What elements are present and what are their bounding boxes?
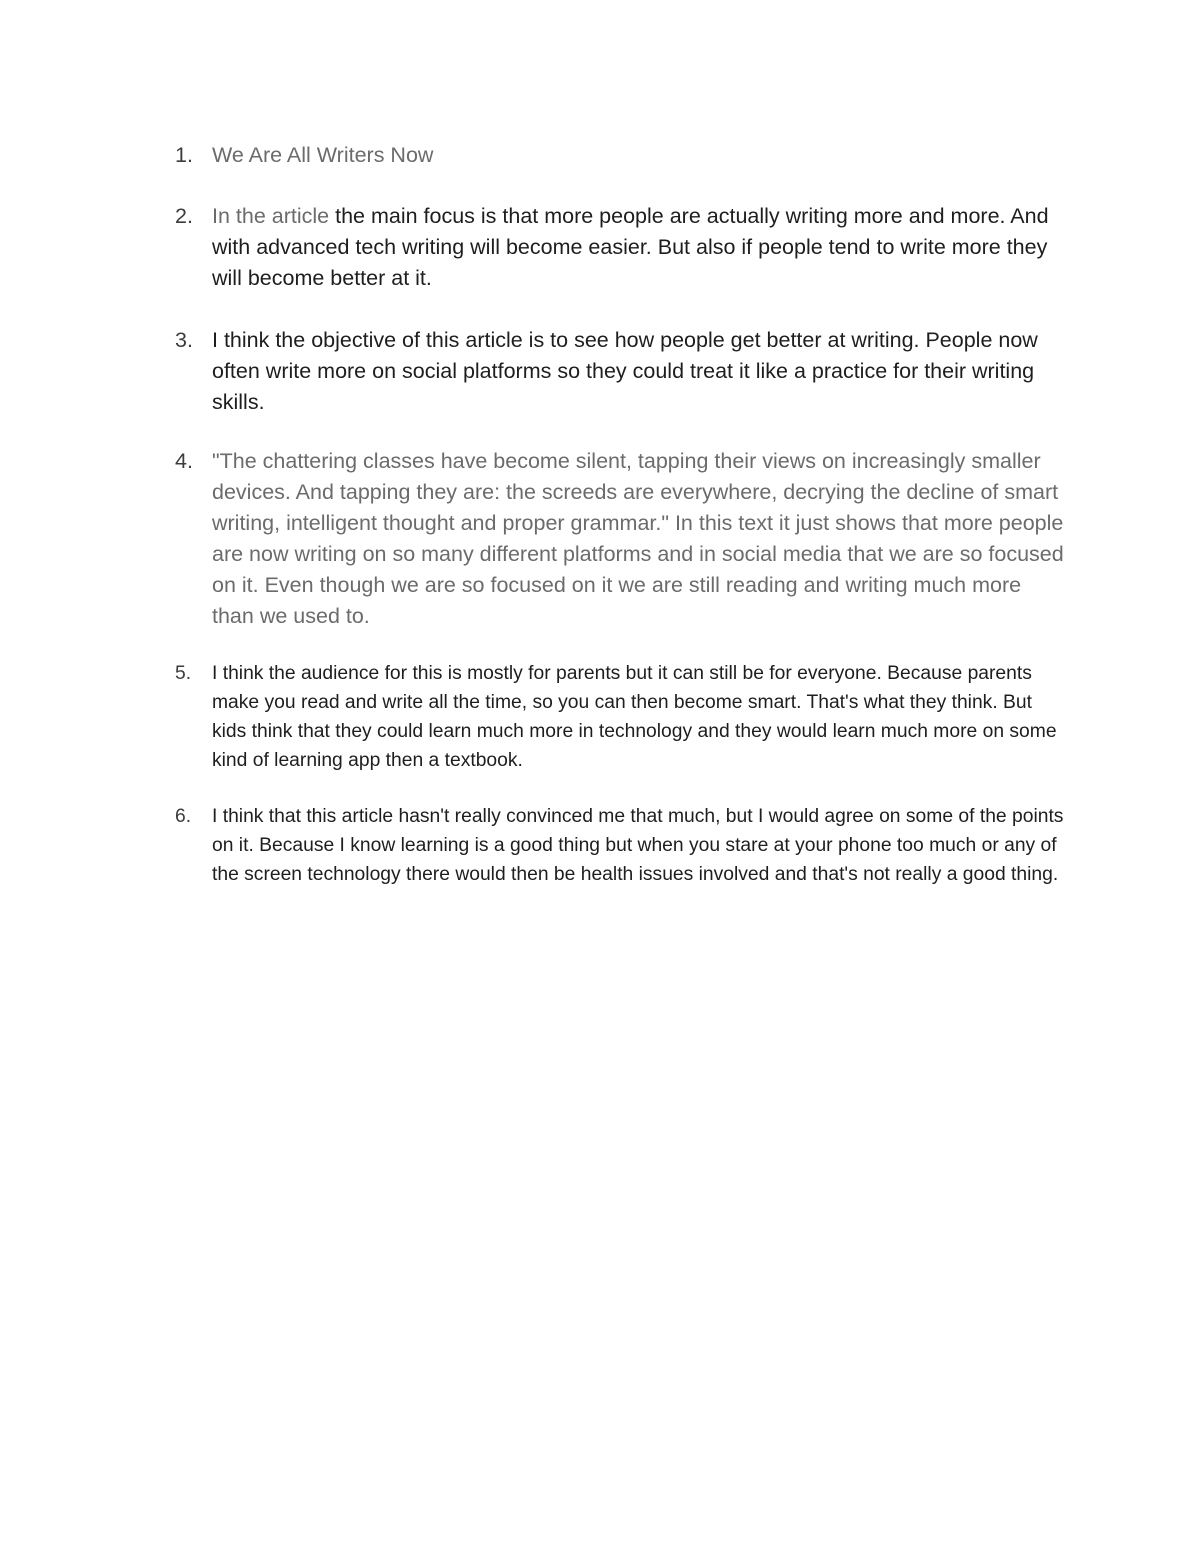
text-run: I think that this article hasn't really convinced me that much, but I would agree on some of the points on it. Because I know learning is a good thing but when you stare at your phone too much or any of the screen technology there would then be health issues involved and that's not really a good thing.: [212, 806, 1064, 885]
list-item-number: 5.: [175, 663, 192, 684]
text-run: I think the objective of this article is to see how people get better at writing. People now often write more on social platforms so they could treat it like a practice for their writing skills.: [212, 328, 1038, 414]
list-item-number: 3.: [175, 328, 193, 352]
list-item-text: [212, 325, 1065, 418]
numbered-list: [175, 140, 1065, 889]
list-item-number: 6.: [175, 806, 192, 827]
list-item-text: [212, 140, 1065, 171]
text-run: "The chattering classes have become silent, tapping their views on increasingly smaller devices. And tapping they are: the screeds are everywhere, decrying the decline of smart writing, intelligent thought and proper grammar." In this text it just shows that more people are now writing on so many different platforms and in social media that we are so focused on it. Even though we are so focused on it we are still reading and writing much more than we used to.: [212, 449, 1064, 628]
list-item-number: 4.: [175, 449, 193, 473]
list-item: [175, 802, 1065, 889]
list-item: [175, 201, 1065, 294]
list-item: [175, 446, 1065, 632]
list-item-number: 1.: [175, 143, 193, 167]
list-item-number: 2.: [175, 204, 193, 228]
list-item: [175, 659, 1065, 775]
text-run: I think the audience for this is mostly for parents but it can still be for everyone. Because parents make you read and write all the time, so you can then become smart. That's what they think. But kids think that they could learn much more in technology and they would learn much more on some kind of learning app then a textbook.: [212, 663, 1057, 771]
list-item: [175, 325, 1065, 418]
list-item-text: [212, 446, 1065, 632]
text-run: In the article: [212, 204, 330, 228]
article-title: We Are All Writers Now: [212, 143, 434, 167]
list-item-text: [212, 802, 1065, 889]
list-item: [175, 140, 1065, 171]
list-item-text: [212, 201, 1065, 294]
list-item-text: [212, 659, 1065, 775]
text-run: the main focus is that more people are actually writing more and more. And with advanced tech writing will become easier. But also if people tend to write more they will become better at it.: [212, 204, 1049, 290]
